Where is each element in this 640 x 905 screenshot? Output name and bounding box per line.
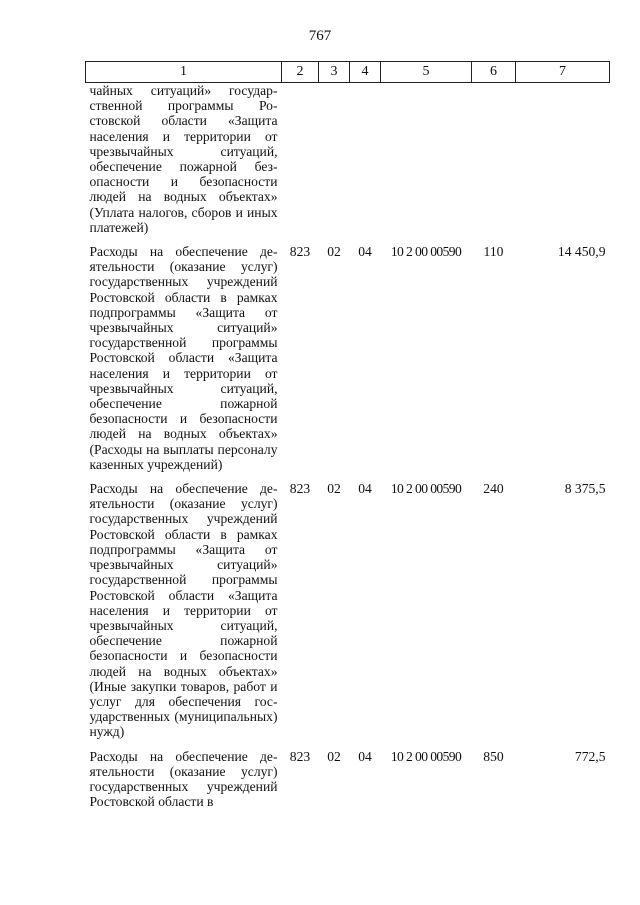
page-number: 767 xyxy=(308,28,332,44)
row-col-5 xyxy=(381,83,472,244)
row-col-4: 04 xyxy=(358,748,372,764)
row-col-7: 772,5 xyxy=(574,748,606,764)
header-col-6: 6 xyxy=(472,62,516,83)
row-col-7: 8 375,5 xyxy=(564,481,606,497)
budget-table xyxy=(85,61,610,817)
row-col-6: 850 xyxy=(483,748,504,764)
header-col-3: 3 xyxy=(319,62,350,83)
row-col-3: 02 xyxy=(327,244,341,260)
header-row xyxy=(86,62,610,83)
table-row xyxy=(86,480,610,747)
row-description: чайных ситуаций» государственной программы Ростовской области «Защита населения и территории от чрезвычайных ситуаций, обеспечение пожарной безопасности и безопасности людей на водных объектах» (Уплата налогов, сборов и иных платежей) xyxy=(89,83,278,235)
header-col-1: 1 xyxy=(86,62,282,83)
row-col-6: 110 xyxy=(483,244,504,260)
row-col-3 xyxy=(319,83,350,244)
row-col-5: 10 2 00 00590 xyxy=(390,748,462,764)
row-description: Расходы на обеспечение деятельности (оказание услуг) государственных учреждений Ростовской области в xyxy=(89,748,278,810)
row-col-5: 10 2 00 00590 xyxy=(390,244,462,260)
row-col-6 xyxy=(472,83,516,244)
row-col-4: 04 xyxy=(358,481,372,497)
row-col-7 xyxy=(516,83,610,244)
header-col-4: 4 xyxy=(350,62,381,83)
table-row xyxy=(86,748,610,818)
table-header xyxy=(86,62,610,83)
header-col-2: 2 xyxy=(282,62,319,83)
row-col-2: 823 xyxy=(289,244,311,260)
row-col-4: 04 xyxy=(358,244,372,260)
header-col-7: 7 xyxy=(516,62,610,83)
row-col-5: 10 2 00 00590 xyxy=(390,481,462,497)
row-col-3: 02 xyxy=(327,481,341,497)
table-body xyxy=(86,83,610,818)
header-col-5: 5 xyxy=(381,62,472,83)
row-col-4 xyxy=(350,83,381,244)
table-row xyxy=(86,243,610,480)
row-description: Расходы на обеспечение деятельности (оказание услуг) государственных учреждений Ростовской области в рамках подпрограммы «Защита от чрезвычайных ситуаций» государственной программы Ростовской области «Защита населения и территории от чрезвычайных ситуаций, обеспечение пожарной безопасности и безопасности людей на водных объектах» (Расходы на выплаты персоналу казенных учреждений) xyxy=(89,244,278,472)
row-description: Расходы на обеспечение деятельности (оказание услуг) государственных учреждений Ростовской области в рамках подпрограммы «Защита от чрезвычайных ситуаций» государственной программы Ростовской области «Защита населения и территории от чрезвычайных ситуаций, обеспечение пожарной безопасности и безопасности людей на водных объектах» (Иные закупки товаров, работ и услуг для обеспечения государственных (муниципальных) нужд) xyxy=(89,481,278,740)
row-col-7: 14 450,9 xyxy=(557,244,606,260)
row-col-3: 02 xyxy=(327,748,341,764)
row-col-2: 823 xyxy=(289,481,311,497)
row-col-6: 240 xyxy=(483,481,504,497)
table-row xyxy=(86,83,610,244)
row-col-2 xyxy=(282,83,319,244)
row-col-2: 823 xyxy=(289,748,311,764)
